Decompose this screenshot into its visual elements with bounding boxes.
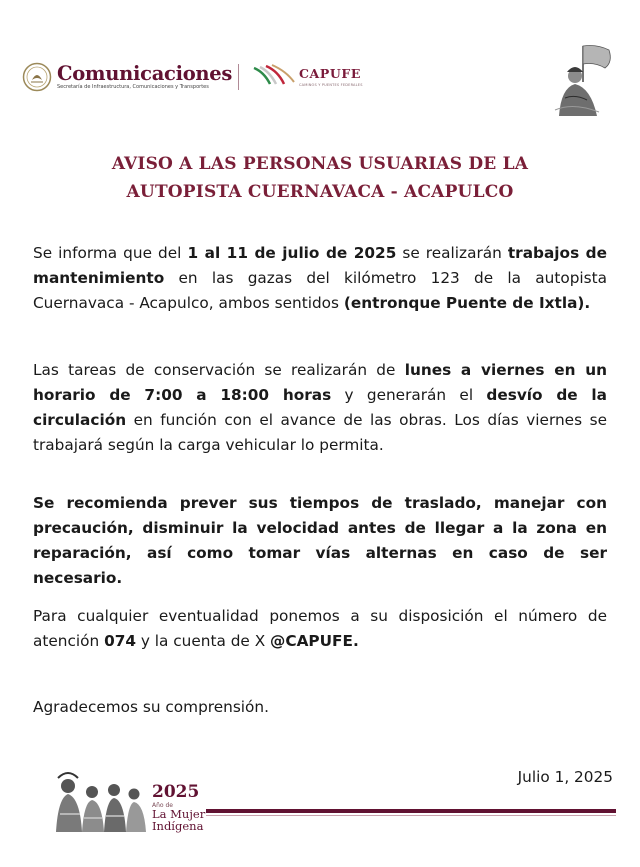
year-name-line-1: La Mujer bbox=[152, 807, 206, 821]
letterhead bbox=[0, 0, 640, 120]
footer-rule-thin bbox=[206, 815, 616, 816]
text: en función con el avance de las obras. Los días viernes se trabajará según la carga vehicular lo permita. bbox=[33, 411, 607, 454]
paragraph-thanks: Agradecemos su comprensión. bbox=[33, 698, 269, 716]
text: se realizarán bbox=[396, 244, 508, 262]
date-range: 1 al 11 de julio de 2025 bbox=[187, 244, 397, 262]
text: Las tareas de conservación se realizarán de bbox=[33, 361, 405, 379]
heroine-illustration-icon bbox=[553, 42, 619, 116]
paragraph-recommendation: Se recomienda prever sus tiempos de traslado, manejar con precaución, disminuir la velocidad antes de llegar a la zona en reparación, así como tomar vías alternas en caso de ser necesario. bbox=[33, 494, 607, 587]
text: en las gazas del kilómetro 123 de la autopista Cuernavaca - Acapulco, ambos sentidos bbox=[33, 269, 607, 312]
text: Para cualquier eventualidad ponemos a su disposición el número de atención bbox=[33, 607, 607, 650]
title-line-1: AVISO A LAS PERSONAS USUARIAS DE LA bbox=[111, 154, 529, 174]
brand-subtitle: Secretaría de Infraestructura, Comunicaciones y Transportes bbox=[57, 84, 209, 90]
paragraph-maintenance-dates bbox=[33, 241, 607, 316]
work-type: trabajos de mantenimiento bbox=[33, 244, 607, 287]
paragraph-schedule bbox=[33, 358, 607, 458]
notice-title bbox=[60, 150, 580, 206]
capufe-logo-icon bbox=[252, 64, 296, 86]
mexico-seal-icon bbox=[22, 62, 52, 92]
text: Se informa que del bbox=[33, 244, 188, 262]
text: y generarán el bbox=[331, 386, 487, 404]
footer-year-name bbox=[152, 809, 205, 832]
text: y la cuenta de X bbox=[136, 632, 271, 650]
notice-date: Julio 1, 2025 bbox=[517, 768, 613, 786]
detour: desvío de la circulación bbox=[33, 386, 607, 429]
paragraph-contact bbox=[33, 604, 607, 654]
capufe-subtitle: CAMINOS Y PUENTES FEDERALES bbox=[299, 83, 363, 87]
footer-year: 2025 bbox=[152, 782, 200, 802]
phone-number: 074 bbox=[104, 632, 136, 650]
schedule: lunes a viernes en un horario de 7:00 a 18:00 horas bbox=[33, 361, 607, 404]
location: (entronque Puente de Ixtla). bbox=[343, 294, 591, 312]
brand-name: Comunicaciones bbox=[57, 62, 233, 85]
footer-year-sub: Año de bbox=[152, 802, 173, 809]
year-name-line-2: Indígena bbox=[152, 818, 204, 833]
capufe-name: CAPUFE bbox=[299, 66, 361, 81]
title-line-2: AUTOPISTA CUERNAVACA - ACAPULCO bbox=[126, 182, 514, 202]
indigenous-women-illustration-icon bbox=[52, 770, 148, 832]
x-account: @CAPUFE. bbox=[270, 632, 359, 650]
brand-divider bbox=[238, 64, 239, 90]
footer-rule bbox=[206, 809, 616, 813]
